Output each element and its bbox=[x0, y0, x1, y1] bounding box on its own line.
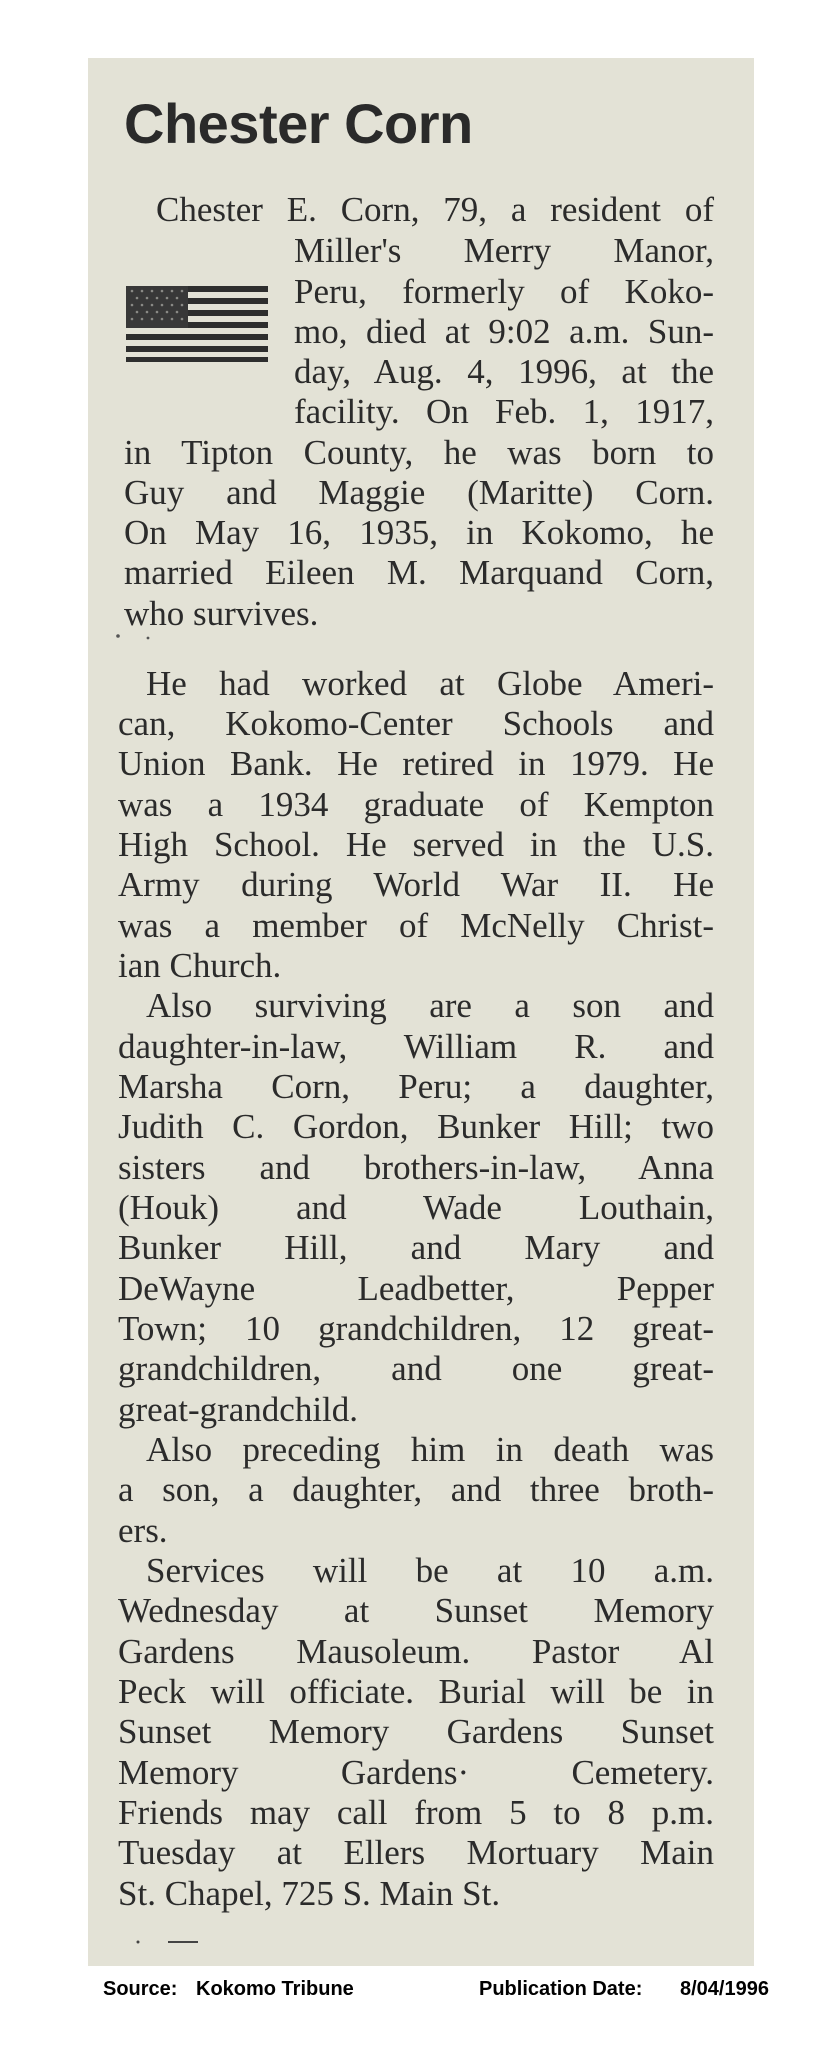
print-specks bbox=[88, 58, 754, 1966]
body-line: who survives. bbox=[124, 594, 319, 633]
body-line: Judith C. Gordon, Bunker Hill; two bbox=[118, 1107, 714, 1146]
body-line: Army during World War II. He bbox=[118, 865, 714, 904]
body-line: was a 1934 graduate of Kempton bbox=[118, 785, 714, 824]
body-line: DeWayne Leadbetter, Pepper bbox=[118, 1269, 714, 1308]
body-line: Chester E. Corn, 79, a resident of bbox=[156, 190, 714, 229]
body-line: was a member of McNelly Christ- bbox=[118, 906, 714, 945]
body-line: (Houk) and Wade Louthain, bbox=[118, 1188, 714, 1227]
body-line: daughter-in-law, William R. and bbox=[118, 1027, 714, 1066]
body-line: Town; 10 grandchildren, 12 great- bbox=[118, 1309, 714, 1348]
body-line: Peru, formerly of Koko- bbox=[294, 272, 714, 311]
body-line: Marsha Corn, Peru; a daughter, bbox=[118, 1067, 714, 1106]
body-line: ers. bbox=[118, 1511, 168, 1550]
body-line: Miller's Merry Manor, bbox=[294, 231, 714, 270]
body-line: Memory Gardens· Cemetery. bbox=[118, 1753, 714, 1792]
body-line: mo, died at 9:02 a.m. Sun- bbox=[294, 312, 714, 351]
body-line: married Eileen M. Marquand Corn, bbox=[124, 553, 714, 592]
body-line: Wednesday at Sunset Memory bbox=[118, 1591, 714, 1630]
body-line: grandchildren, and one great- bbox=[118, 1349, 714, 1388]
body-line: Sunset Memory Gardens Sunset bbox=[118, 1712, 714, 1751]
body-line: Bunker Hill, and Mary and bbox=[118, 1228, 714, 1267]
body-line: in Tipton County, he was born to bbox=[124, 433, 714, 472]
publication-date-label: Publication Date: bbox=[479, 1978, 643, 2000]
body-line: High School. He served in the U.S. bbox=[118, 825, 714, 864]
body-line: Tuesday at Ellers Mortuary Main bbox=[118, 1833, 714, 1872]
body-line: facility. On Feb. 1, 1917, bbox=[294, 392, 714, 431]
body-line: can, Kokomo-Center Schools and bbox=[118, 704, 714, 743]
body-line: St. Chapel, 725 S. Main St. bbox=[118, 1874, 501, 1913]
body-line: a son, a daughter, and three broth- bbox=[118, 1470, 714, 1509]
body-line: Services will be at 10 a.m. bbox=[146, 1551, 714, 1590]
body-line: sisters and brothers-in-law, Anna bbox=[118, 1148, 714, 1187]
body-line: Union Bank. He retired in 1979. He bbox=[118, 744, 714, 783]
body-line: Guy and Maggie (Maritte) Corn. bbox=[124, 473, 714, 512]
body-line: Also surviving are a son and bbox=[146, 986, 714, 1025]
source-value: Kokomo Tribune bbox=[196, 1978, 354, 2000]
newspaper-clipping bbox=[88, 58, 754, 1966]
body-line: He had worked at Globe Ameri- bbox=[146, 664, 714, 703]
body-line: ian Church. bbox=[118, 946, 282, 985]
body-line: great-grandchild. bbox=[118, 1390, 359, 1429]
body-line: Friends may call from 5 to 8 p.m. bbox=[118, 1793, 714, 1832]
body-line: day, Aug. 4, 1996, at the bbox=[294, 352, 714, 391]
source-label: Source: bbox=[103, 1978, 178, 2000]
publication-date-value: 8/04/1996 bbox=[680, 1978, 769, 2000]
body-line: On May 16, 1935, in Kokomo, he bbox=[124, 513, 714, 552]
obituary-headline: Chester Corn bbox=[124, 92, 473, 155]
body-line: Gardens Mausoleum. Pastor Al bbox=[118, 1632, 714, 1671]
body-line: Peck will officiate. Burial will be in bbox=[118, 1672, 714, 1711]
body-line: Also preceding him in death was bbox=[146, 1430, 714, 1469]
